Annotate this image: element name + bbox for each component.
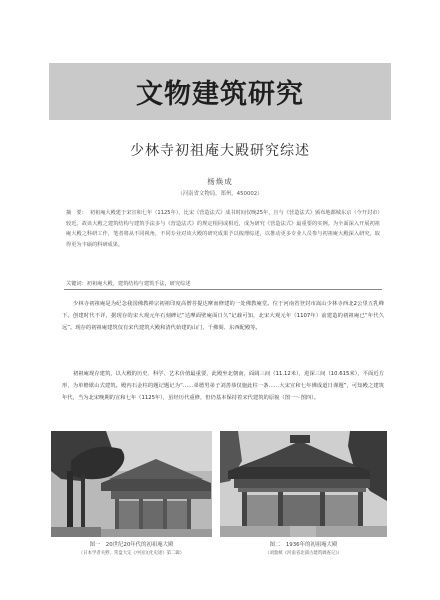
- figure-2-source: （刘敦桢《河南省北部古建筑调查记》）: [265, 551, 342, 556]
- abstract-divider: [64, 289, 382, 290]
- figure-1-source: （日本学者关野、常盘大定《中国文化史迹》第二辑）: [78, 551, 185, 556]
- figure-2-caption-block: [220, 541, 387, 557]
- figure-1-caption: 图一 20世纪20年代的初祖庵大殿: [89, 542, 174, 548]
- figure-2-photo: [220, 431, 387, 537]
- body-paragraph-2: 初祖庵现存建筑，以大殿的历史、科学、艺术价值最重要，此殿坐北朝南，面阔三间（11.12米），进深三间（10.615米），平面近方形，为单檐歇山式建筑。殿内石金柱的题记题记为“……弟德男弟子刘善恭仅施此柱一条……大宋宣和七年佛成道日谨题”，可知殿之建筑年代，当为北宋晚期的宣和七年（1125年），虽经历代重修，但仍基本保持着宋代建筑的原貌（图一～图四）。: [62, 371, 384, 402]
- figure-1-caption-block: [51, 541, 212, 557]
- keywords-label: 关键词：: [66, 281, 87, 287]
- keywords: [66, 279, 380, 289]
- abstract-label: 摘 要：: [66, 210, 87, 216]
- figure-2-illustration: [220, 431, 387, 537]
- body-paragraph-1: 少林寺初祖庵是为纪念我国佛教禅宗初祖印度高僧菩提达摩而修建的一处佛教庵堂。位于河南省登封市嵩山少林寺西北2公里五乳峰下。创建时代不详，据现存的宋大观元年石刻碑记“达摩面壁庵面日久”记载可知，北宋大观元年（1107年）前建造的初祖庵已“年代久远”。现存的初祖庵建筑仅有宋代建筑大殿和清代始建的山门、千佛阁、东西配殿等。: [62, 301, 384, 332]
- article-title: 少林寺初祖庵大殿研究综述: [130, 143, 310, 159]
- figure-1-illustration: [51, 431, 212, 537]
- section-banner: [49, 63, 391, 120]
- section-title: 文物建筑研究: [136, 79, 304, 110]
- figure-1-photo: [51, 431, 212, 537]
- abstract-text: 初祖庵大殿建于宋宣和七年（1125年），比宋《营造法式》成书时间仅晚25年，且与《营造法式》颁布地都城东京（今开封市）较近。故该大殿之建筑结构与建筑手法多与《营造法式》的规定相同或相近，成为研究《营造法式》最重要的实例。为全面深入开展初祖庵大殿之科研工作，笔者将从不同视角，不同专业对该大殿的研究成果予以梳理综述，以推动更多专业人员参与初祖庵大殿深入研究，取得更为丰硕的科研成果。: [66, 210, 380, 248]
- author-affiliation: （河南省文物局，郑州，450002）: [177, 191, 263, 197]
- figure-2-caption: 图二 1936年的初祖庵大殿: [269, 542, 338, 548]
- keywords-text: 初祖庵大殿，建筑结构与建筑手法，研究综述: [86, 281, 191, 287]
- author-name: 杨焕成: [207, 177, 233, 186]
- abstract: [66, 208, 380, 250]
